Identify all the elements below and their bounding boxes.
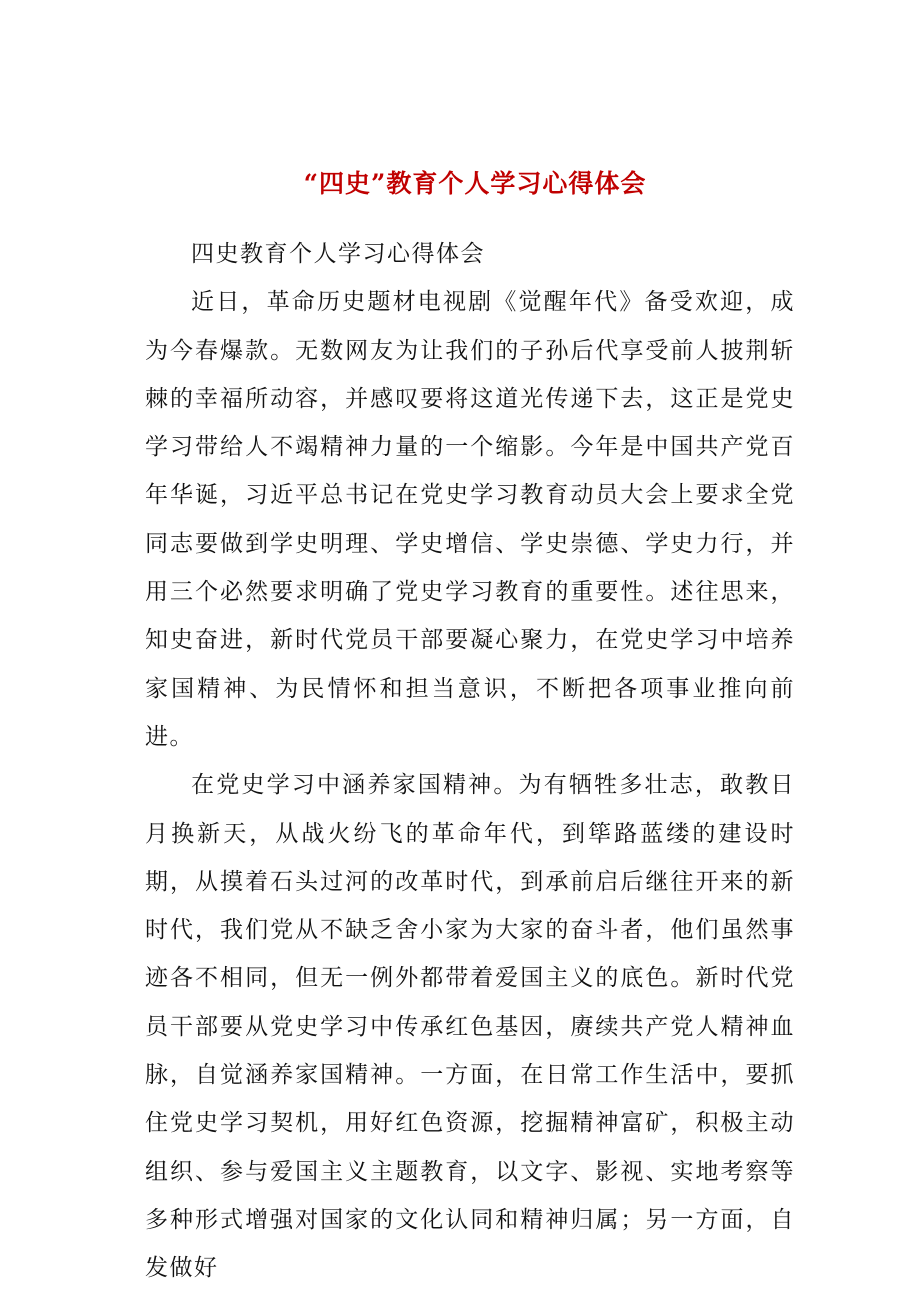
subtitle-paragraph: 四史教育个人学习心得体会	[191, 241, 485, 267]
document-body	[145, 230, 795, 1293]
document-title: “四史”教育个人学习心得体会	[303, 169, 647, 198]
body-paragraph: 在党史学习中涵养家国精神。为有牺牲多壮志，敢教日月换新天，从战火纷飞的革命年代，到筚路蓝缕的建设时期，从摸着石头过河的改革时代，到承前启后继往开来的新时代，我们党从不缺乏舍小家为大家的奋斗者，他们虽然事迹各不相同，但无一例外都带着爱国主义的底色。新时代党员干部要从党史学习中传承红色基因，赓续共产党人精神血脉，自觉涵养家国精神。一方面，在日常工作生活中，要抓住党史学习契机，用好红色资源，挖掘精神富矿，积极主动组织、参与爱国主义主题教育，以文字、影视、实地考察等多种形式增强对国家的文化认同和精神归属；另一方面，自发做好	[145, 772, 795, 1282]
intro-paragraph: 近日，革命历史题材电视剧《觉醒年代》备受欢迎，成为今春爆款。无数网友为让我们的子孙后代享受前人披荆斩棘的幸福所动容，并感叹要将这道光传递下去，这正是党史学习带给人不竭精神力量的一个缩影。今年是中国共产党百年华诞，习近平总书记在党史学习教育动员大会上要求全党同志要做到学史明理、学史增信、学史崇德、学史力行，并用三个必然要求明确了党史学习教育的重要性。述往思来，知史奋进，新时代党员干部要凝心聚力，在党史学习中培养家国精神、为民情怀和担当意识，不断把各项事业推向前进。	[145, 289, 795, 750]
